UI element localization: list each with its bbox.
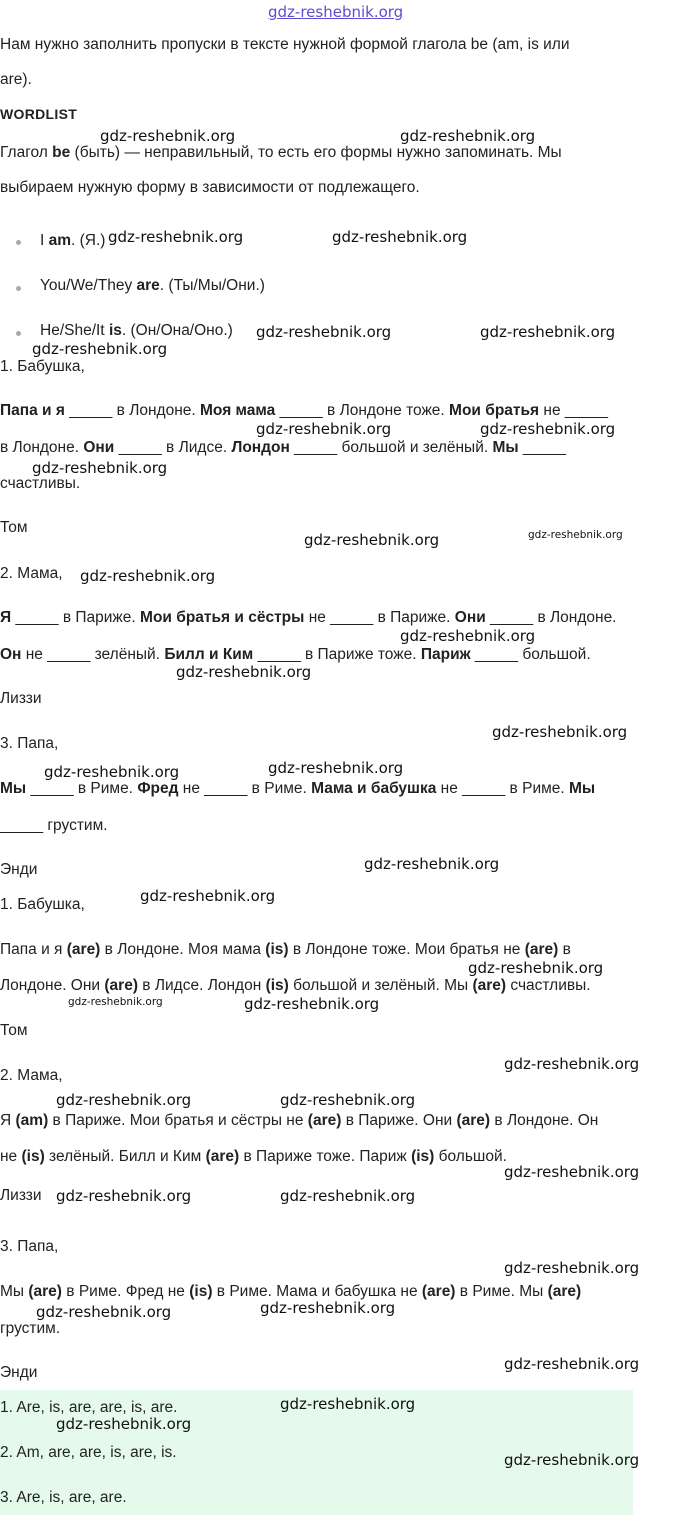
watermark: gdz-reshebnik.org — [140, 887, 276, 905]
watermark: gdz-reshebnik.org — [400, 627, 536, 645]
text-segment: в Париже тоже. Париж — [239, 1148, 412, 1165]
bullet-dot — [16, 286, 21, 291]
watermark: gdz-reshebnik.org — [304, 531, 440, 549]
wordlist-heading: WORDLIST — [0, 106, 78, 122]
task-letter-2-greeting: 2. Мама, — [0, 565, 63, 582]
text-segment: _____ в Париже. — [11, 609, 141, 626]
task-letter-2-line-2 — [0, 646, 591, 664]
task-letter-2-sign: Лиззи — [0, 690, 42, 707]
bullet-pre: You/We/They — [40, 277, 137, 294]
watermark: gdz-reshebnik.org — [244, 995, 380, 1013]
bullet-post: . (Ты/Мы/Они.) — [159, 277, 265, 294]
short-answer-3: 3. Are, is, are, are. — [0, 1489, 127, 1506]
text-segment: в Лондоне тоже. Мои братья не — [288, 941, 525, 958]
task-letter-1-sign: Том — [0, 519, 28, 536]
bold-segment: (are) — [421, 1283, 456, 1300]
text-segment: Папа и я — [0, 941, 67, 958]
answer-letter-2-sign: Лиззи — [0, 1187, 42, 1204]
bold-segment: (is) — [411, 1148, 435, 1165]
text-segment: в Риме. Фред не — [61, 1283, 190, 1300]
bullet-pre: I — [40, 232, 49, 249]
watermark: gdz-reshebnik.org — [480, 420, 616, 438]
task-letter-3-line-2 — [0, 817, 108, 835]
watermark: gdz-reshebnik.org — [68, 996, 163, 1008]
task-letter-1-line-1 — [0, 402, 608, 420]
answer-letter-2-greeting: 2. Мама, — [0, 1067, 63, 1084]
watermark: gdz-reshebnik.org — [504, 1055, 640, 1073]
text-segment: в Лондоне. Он — [490, 1112, 599, 1129]
watermark: gdz-reshebnik.org — [504, 1163, 640, 1181]
bold-segment: Мы — [569, 780, 596, 797]
watermark: gdz-reshebnik.org — [504, 1355, 640, 1373]
watermark: gdz-reshebnik.org — [32, 340, 168, 358]
text-segment: в Лидсе. Лондон — [138, 977, 266, 994]
bold-segment: (is) — [21, 1148, 45, 1165]
watermark: gdz-reshebnik.org — [480, 323, 616, 341]
bold-segment: (are) — [205, 1148, 240, 1165]
text-segment: в Париже. Мои братья и сёстры не — [48, 1112, 308, 1129]
bullet-item-you-we-they — [40, 277, 265, 295]
text-segment: не _____ в Париже. — [304, 609, 455, 626]
text-segment: не — [0, 1148, 22, 1165]
answer-letter-1-greeting: 1. Бабушка, — [0, 896, 85, 913]
task-letter-1-line-3 — [0, 475, 80, 493]
answer-letter-3-greeting: 3. Папа, — [0, 1238, 59, 1255]
task-letter-3-line-1 — [0, 780, 595, 798]
watermark: gdz-reshebnik.org — [36, 1303, 172, 1321]
intro-line-1: Нам нужно заполнить пропуски в тексте нужной формой глагола be (am, is или — [0, 36, 570, 53]
bold-segment: (is) — [189, 1283, 213, 1300]
task-letter-3-greeting: 3. Папа, — [0, 735, 59, 752]
text-segment: _____ в Лондоне. — [64, 402, 201, 419]
watermark: gdz-reshebnik.org — [504, 1451, 640, 1469]
bold-segment: (am) — [15, 1112, 49, 1129]
text-segment: счастливы. — [506, 977, 591, 994]
watermark: gdz-reshebnik.org — [256, 420, 392, 438]
text-segment: _____ грустим. — [0, 817, 108, 834]
watermark: gdz-reshebnik.org — [468, 959, 604, 977]
bold-segment: Париж — [420, 646, 471, 663]
watermark: gdz-reshebnik.org — [56, 1091, 192, 1109]
wordlist-paragraph-line-2: выбираем нужную форму в зависимости от подлежащего. — [0, 179, 420, 196]
bold-segment: Мы — [492, 439, 519, 456]
task-letter-2-line-1 — [0, 609, 617, 627]
text-segment: Я — [0, 1112, 16, 1129]
watermark: gdz-reshebnik.org — [256, 323, 392, 341]
bold-segment: Они — [454, 609, 486, 626]
bold-segment: (are) — [104, 977, 138, 994]
answer-letter-2-line-1 — [0, 1112, 598, 1130]
task-letter-1-greeting: 1. Бабушка, — [0, 358, 85, 375]
text-segment: _____ большой. — [470, 646, 591, 663]
bullet-item-i — [40, 232, 105, 250]
answer-letter-3-line-2 — [0, 1320, 60, 1338]
bold-segment: (are) — [547, 1283, 582, 1300]
text-segment: Лондоне. Они — [0, 977, 105, 994]
short-answer-1: 1. Are, is, are, are, is, are. — [0, 1399, 178, 1416]
bullet-dot — [16, 240, 21, 245]
watermark-top[interactable]: gdz-reshebnik.org — [268, 3, 404, 21]
text-segment: в Лондоне. Моя мама — [100, 941, 266, 958]
text-segment: не _____ зелёный. — [21, 646, 165, 663]
watermark: gdz-reshebnik.org — [364, 855, 500, 873]
text-segment: счастливы. — [0, 475, 81, 492]
text-segment: не _____ в Риме. — [436, 780, 569, 797]
bold-segment: Они — [83, 439, 115, 456]
watermark: gdz-reshebnik.org — [504, 1259, 640, 1277]
watermark: gdz-reshebnik.org — [56, 1415, 192, 1433]
watermark: gdz-reshebnik.org — [332, 228, 468, 246]
wordlist-p1-bold: be — [52, 144, 71, 161]
text-segment: в Лондоне. — [0, 439, 84, 456]
watermark: gdz-reshebnik.org — [100, 127, 236, 145]
bullet-bold: is — [108, 322, 122, 339]
text-segment: не _____ — [539, 402, 608, 419]
watermark: gdz-reshebnik.org — [176, 663, 312, 681]
bold-segment: Моя мама — [200, 402, 276, 419]
bold-segment: Он — [0, 646, 22, 663]
bullet-post: . (Он/Она/Оно.) — [121, 322, 233, 339]
text-segment: _____ в Лондоне. — [485, 609, 617, 626]
bold-segment: Билл и Ким — [164, 646, 254, 663]
bold-segment: Мои братья и сёстры — [140, 609, 305, 626]
text-segment: Мы — [0, 1283, 29, 1300]
wordlist-p1-pre: Глагол — [0, 144, 53, 161]
answer-letter-1-line-2 — [0, 977, 591, 995]
bold-segment: Я — [0, 609, 12, 626]
text-segment: _____ в Париже тоже. — [253, 646, 421, 663]
intro-line-2: are). — [0, 71, 32, 88]
wordlist-paragraph-line-1 — [0, 144, 562, 162]
text-segment: зелёный. Билл и Ким — [44, 1148, 206, 1165]
bold-segment: (are) — [28, 1283, 62, 1300]
bold-segment: Мои братья — [449, 402, 540, 419]
text-segment: в Риме. Мы — [455, 1283, 548, 1300]
bullet-item-he-she-it — [40, 322, 233, 340]
watermark: gdz-reshebnik.org — [492, 723, 628, 741]
bold-segment: Лондон — [231, 439, 290, 456]
bullet-bold: are — [136, 277, 160, 294]
task-letter-1-line-2 — [0, 439, 566, 457]
text-segment: _____ в Лондоне тоже. — [275, 402, 450, 419]
bold-segment: (is) — [265, 977, 289, 994]
bullet-pre: He/She/It — [40, 322, 109, 339]
text-segment: не _____ в Риме. — [178, 780, 312, 797]
bold-segment: Мы — [0, 780, 27, 797]
bold-segment: Мама и бабушка — [311, 780, 437, 797]
text-segment: в — [558, 941, 571, 958]
bold-segment: (are) — [472, 977, 507, 994]
bold-segment: Папа и я — [0, 402, 65, 419]
watermark: gdz-reshebnik.org — [280, 1091, 416, 1109]
answer-letter-1-sign: Том — [0, 1022, 28, 1039]
text-segment: _____ — [518, 439, 567, 456]
watermark: gdz-reshebnik.org — [260, 1299, 396, 1317]
bullet-post: . (Я.) — [71, 232, 106, 249]
text-segment: _____ в Риме. — [26, 780, 138, 797]
task-letter-3-sign: Энди — [0, 861, 38, 878]
answer-letter-3-sign: Энди — [0, 1364, 38, 1381]
text-segment: большой и зелёный. Мы — [288, 977, 473, 994]
answer-letter-1-line-1 — [0, 941, 571, 959]
bullet-bold: am — [48, 232, 72, 249]
watermark: gdz-reshebnik.org — [400, 127, 536, 145]
text-segment: грустим. — [0, 1320, 61, 1337]
watermark: gdz-reshebnik.org — [32, 459, 168, 477]
watermark: gdz-reshebnik.org — [56, 1187, 192, 1205]
watermark: gdz-reshebnik.org — [280, 1187, 416, 1205]
text-segment: в Риме. Мама и бабушка не — [212, 1283, 422, 1300]
watermark: gdz-reshebnik.org — [268, 759, 404, 777]
bold-segment: (are) — [307, 1112, 342, 1129]
bold-segment: (is) — [265, 941, 289, 958]
watermark: gdz-reshebnik.org — [44, 763, 180, 781]
wordlist-p1-post: (быть) — неправильный, то есть его формы нужно запоминать. Мы — [70, 144, 562, 161]
bold-segment: (are) — [456, 1112, 491, 1129]
text-segment: _____ большой и зелёный. — [289, 439, 493, 456]
bullet-dot — [16, 331, 21, 336]
answer-letter-2-line-2 — [0, 1148, 507, 1166]
text-segment: в Париже. Они — [341, 1112, 457, 1129]
bold-segment: (are) — [66, 941, 101, 958]
watermark: gdz-reshebnik.org — [108, 228, 244, 246]
watermark: gdz-reshebnik.org — [528, 529, 623, 541]
watermark: gdz-reshebnik.org — [80, 567, 216, 585]
text-segment: _____ в Лидсе. — [114, 439, 232, 456]
bold-segment: Фред — [137, 780, 179, 797]
text-segment: большой. — [434, 1148, 507, 1165]
bold-segment: (are) — [524, 941, 559, 958]
watermark: gdz-reshebnik.org — [280, 1395, 416, 1413]
short-answer-2: 2. Am, are, are, is, are, is. — [0, 1444, 177, 1461]
